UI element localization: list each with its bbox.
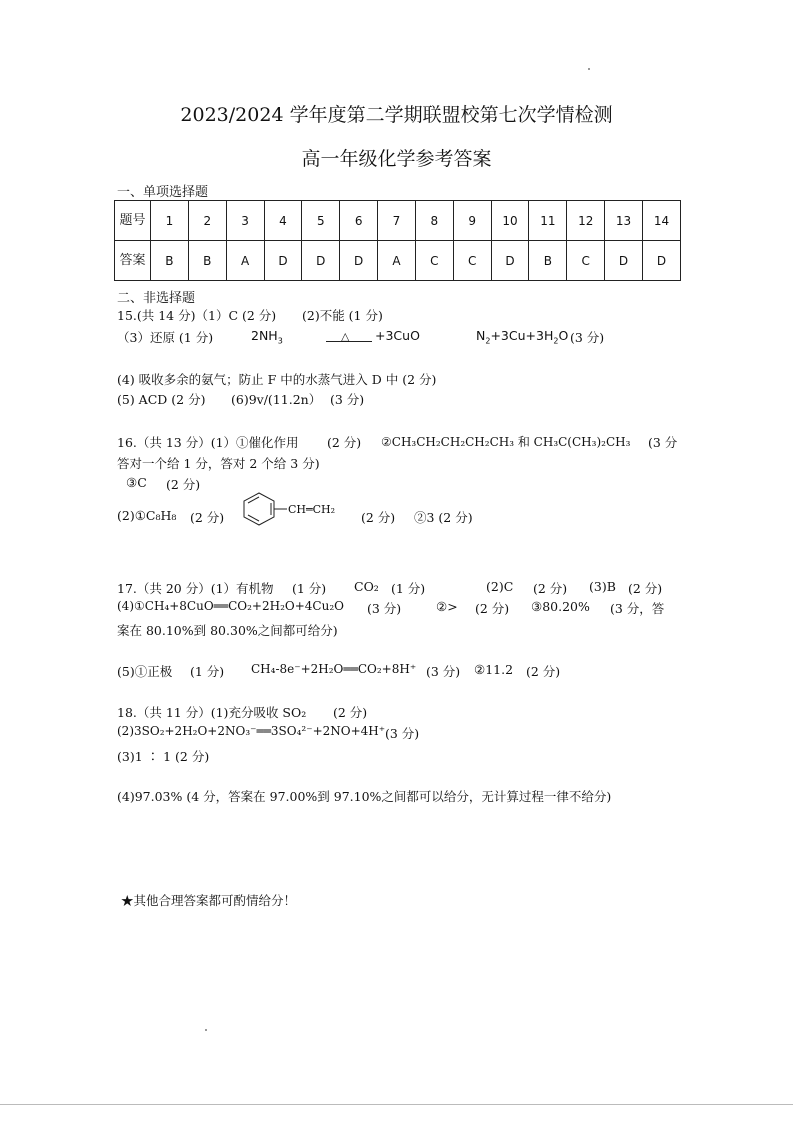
styrene-vinyl-label: CH═CH₂ [288, 503, 336, 516]
q17-line4-e: ②11.2 [474, 662, 514, 677]
q17-line4-f: (2 分) [526, 664, 561, 679]
q17-line1-c: CO₂ [354, 579, 379, 594]
q17-line2-d: (2 分) [475, 601, 510, 616]
footer-note: ★其他合理答案都可酌情给分！ [121, 893, 297, 908]
q15-line1-a: 15.(共 14 分)（1）C (2 分) [117, 308, 277, 323]
q16-line3-a: ③C [126, 475, 147, 490]
section-single-choice: 一、单项选择题 [117, 185, 209, 200]
q15-line4-c: (3 分) [330, 392, 365, 407]
q17-line2-a: (4)①CH₄+8CuO══CO₂+2H₂O+4Cu₂O [117, 599, 344, 613]
q16-line4-c: (2 分) [361, 510, 396, 525]
q17-line1-g: (3)B [589, 579, 616, 594]
q17-line1-b: (1 分) [292, 581, 327, 596]
q18-line4: (4)97.03% (4 分，答案在 97.00%到 97.10%之间都可以给分，无计算过程一律不给分) [117, 789, 612, 804]
table-cell: D [491, 241, 529, 281]
table-row-numbers [115, 201, 681, 241]
table-cell: 4 [264, 201, 302, 241]
table-cell: D [642, 241, 680, 281]
answer-table [114, 200, 681, 281]
q17-line2-b: (3 分) [367, 601, 402, 616]
table-cell: A [226, 241, 264, 281]
table-cell: B [151, 241, 189, 281]
section-non-choice: 二、非选择题 [117, 291, 196, 306]
heat-triangle-icon: △ [341, 330, 350, 343]
table-cell: 3 [226, 201, 264, 241]
table-cell: 14 [642, 201, 680, 241]
table-cell: 11 [529, 201, 567, 241]
q17-line2-f: (3 分，答 [610, 601, 665, 616]
scan-dot [588, 68, 590, 70]
q16-line1-a: 16.（共 13 分）(1）①催化作用 [117, 435, 299, 450]
q16-line1-c: ②CH₃CH₂CH₂CH₂CH₃ 和 CH₃C(CH₃)₂CH₃ [381, 435, 631, 449]
q17-line3: 案在 80.10%到 80.30%之间都可给分) [117, 623, 338, 638]
scan-dot [205, 1029, 207, 1031]
q15-line4-a: (5) ACD (2 分) [117, 392, 206, 407]
q16-line2: 答对一个给 1 分，答对 2 个给 3 分) [117, 456, 320, 471]
table-cell: 13 [605, 201, 643, 241]
q18-line2-b: (3 分) [385, 726, 420, 741]
styrene-structure-icon [243, 490, 363, 530]
q17-line2-e: ③80.20% [531, 599, 590, 614]
q16-line4-b: (2 分) [190, 510, 225, 525]
q18-line1-b: (2 分) [333, 705, 368, 720]
q17-line1-h: (2 分) [628, 581, 663, 596]
q15-products: $N_2+3Cu+3H_2O$ [476, 328, 569, 346]
table-cell: A [378, 241, 416, 281]
q17-line1-a: 17.（共 20 分）(1）有机物 [117, 581, 274, 596]
table-cell: C [567, 241, 605, 281]
q16-line4-a: (2)①C₈H₈ [117, 508, 177, 523]
q17-line1-e: (2)C [486, 579, 514, 594]
table-cell: 1 [151, 201, 189, 241]
q15-line2-a: （3）还原 (1 分) [117, 330, 214, 345]
q15-line4-b: (6)9v/(11.2n） [231, 392, 322, 407]
table-cell: 9 [453, 201, 491, 241]
q17-line2-c: ②> [436, 599, 458, 614]
table-cell: 10 [491, 201, 529, 241]
page-bottom-rule [0, 1104, 793, 1105]
q15-line1-b: (2)不能 (1 分) [302, 308, 383, 323]
q16-line1-d: (3 分 [648, 435, 678, 450]
table-cell: C [415, 241, 453, 281]
table-cell: B [529, 241, 567, 281]
table-cell: 8 [415, 201, 453, 241]
q15-reactant-cuo: +3CuO [375, 328, 420, 343]
q17-line4-a: (5)①正极 [117, 664, 173, 679]
q16-line1-b: (2 分) [327, 435, 362, 450]
q18-line1-a: 18.（共 11 分）(1)充分吸收 SO₂ [117, 705, 307, 720]
table-cell: D [340, 241, 378, 281]
q16-line4-d: ②3 (2 分) [414, 510, 473, 525]
table-cell: 6 [340, 201, 378, 241]
table-cell: 2 [188, 201, 226, 241]
q15-reactant: $2NH_3$ [251, 328, 283, 346]
table-cell: D [264, 241, 302, 281]
table-header-number: 题号 [115, 201, 151, 241]
table-cell: C [453, 241, 491, 281]
q18-line2-a: (2)3SO₂+2H₂O+2NO₃⁻══3SO₄²⁻+2NO+4H⁺ [117, 724, 386, 738]
q16-line3-b: (2 分) [166, 477, 201, 492]
table-row-answers [115, 241, 681, 281]
table-cell: 5 [302, 201, 340, 241]
q17-line1-d: (1 分) [391, 581, 426, 596]
exam-title: 2023/2024 学年度第二学期联盟校第七次学情检测 [180, 104, 613, 126]
answer-key-title: 高一年级化学参考答案 [301, 148, 492, 170]
table-cell: 7 [378, 201, 416, 241]
q17-line4-b: (1 分) [190, 664, 225, 679]
q15-line3: (4) 吸收多余的氨气；防止 F 中的水蒸气进入 D 中 (2 分) [117, 372, 437, 387]
q15-line2-score: (3 分) [570, 330, 605, 345]
table-cell: D [605, 241, 643, 281]
table-cell: B [188, 241, 226, 281]
q17-line4-d: (3 分) [426, 664, 461, 679]
table-cell: D [302, 241, 340, 281]
table-cell: 12 [567, 201, 605, 241]
q17-line1-f: (2 分) [533, 581, 568, 596]
table-header-answer: 答案 [115, 241, 151, 281]
q18-line3: (3)1 ∶ 1 (2 分) [117, 749, 210, 764]
q17-line4-c: CH₄-8e⁻+2H₂O══CO₂+8H⁺ [251, 662, 417, 676]
